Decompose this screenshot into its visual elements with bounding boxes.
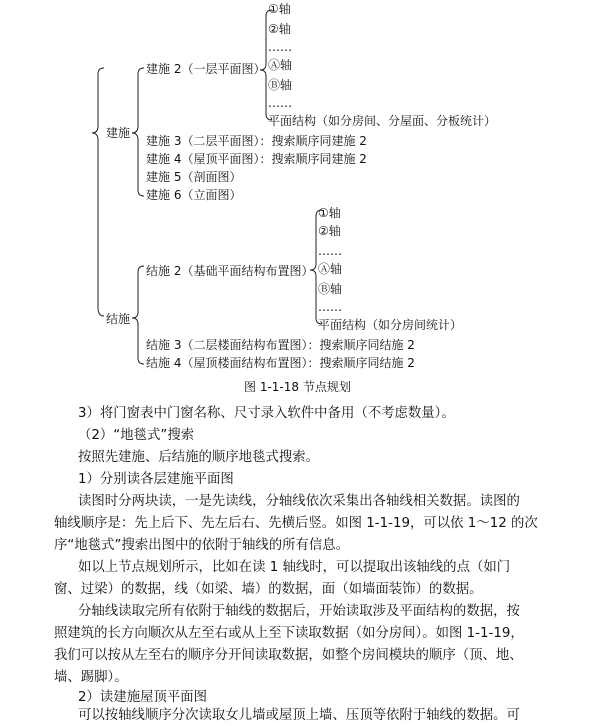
paragraph-line: 读图时分两块读，一是先读线，分轴线依次采集出各轴线相关数据。读图的 <box>78 494 520 509</box>
tree-axis-item: Ⓐ轴 <box>318 262 343 276</box>
paragraph-line: 照建筑的长方向顺次从左至右或从上至下读取数据（如分房间）。如图 1-1-19， <box>54 626 524 641</box>
paragraph-line: 如以上节点规划所示，比如在读 1 轴线时，可以提取出该轴线的点（如门 <box>78 560 511 575</box>
section-heading: 2）读建施屋顶平面图 <box>78 690 208 705</box>
tree-label-jianshi4: 建施 4（屋顶平面图）：搜索顺序同建施 2 <box>146 152 367 166</box>
tree-axis-item: Ⓐ轴 <box>268 58 293 72</box>
paragraph-line: 墙、踢脚）。 <box>54 670 128 685</box>
tree-axis-item: Ⓑ轴 <box>318 282 343 296</box>
tree-axis-item: ②轴 <box>268 22 291 36</box>
section-heading: （2）“地毯式”搜索 <box>78 428 195 443</box>
figure-caption: 图 1-1-18 节点规划 <box>244 380 351 394</box>
tree-label-jieshi2: 结施 2（基础平面结构布置图） <box>146 264 314 278</box>
paragraph-line: 3）将门窗表中门窗名称、尺寸录入软件中备用（不考虑数量）。 <box>78 406 455 421</box>
tree-label-jianshi6: 建施 6（立面图） <box>146 188 242 202</box>
paragraph-line: 我们可以按从左至右的顺序分开间读取数据，如整个房间模块的顺序（顶、地、 <box>54 648 523 663</box>
tree-axis-item: …… <box>268 96 292 110</box>
tree-axis-item: ①轴 <box>318 206 341 220</box>
tree-label-jieshi4: 结施 4（屋顶楼面结构布置图）：搜索顺序同结施 2 <box>146 356 415 370</box>
tree-label-jianshi5: 建施 5（剖面图） <box>146 170 242 184</box>
section-heading: 1）分别读各层建施平面图 <box>78 472 234 487</box>
tree-label-jianshi3: 建施 3（二层平面图）：搜索顺序同建施 2 <box>146 134 367 148</box>
paragraph-line: 可以按轴线顺序分次读取女儿墙或屋顶上墙、压顶等依附于轴线的数据。可 <box>78 708 520 723</box>
tree-label-jieshi: 结施 <box>106 312 131 326</box>
paragraph-line: 分轴线读取完所有依附于轴线的数据后，开始读取涉及平面结构的数据，按 <box>78 604 520 619</box>
tree-label-jieshi3: 结施 3（二层楼面结构布置图）：搜索顺序同结施 2 <box>146 338 415 352</box>
tree-axis-item: …… <box>318 244 342 258</box>
tree-axis-item: …… <box>268 40 292 54</box>
paragraph-line: 序“地毯式”搜索出图中的依附于轴线的所有信息。 <box>54 538 350 553</box>
tree-structure-item: 平面结构（如分房间、分屋面、分板统计） <box>268 114 497 128</box>
paragraph-line: 按照先建施、后结施的顺序地毯式搜索。 <box>78 450 320 465</box>
paragraph-line: 窗、过梁）的数据，线（如梁、墙）的数据，面（如墙面装饰）的数据。 <box>54 582 483 597</box>
tree-label-jianshi2: 建施 2（一层平面图） <box>146 62 266 76</box>
tree-axis-item: ②轴 <box>318 224 341 238</box>
tree-structure-item: 平面结构（如分房间统计） <box>318 318 463 332</box>
paragraph-line: 轴线顺序是：先上后下、先左后右、先横后竖。如图 1-1-19，可以依 1～12 的次 <box>54 516 538 531</box>
tree-axis-item: …… <box>318 300 342 314</box>
tree-label-jianshi: 建施 <box>106 126 131 140</box>
tree-axis-item: ①轴 <box>268 2 291 16</box>
tree-axis-item: Ⓑ轴 <box>268 78 293 92</box>
